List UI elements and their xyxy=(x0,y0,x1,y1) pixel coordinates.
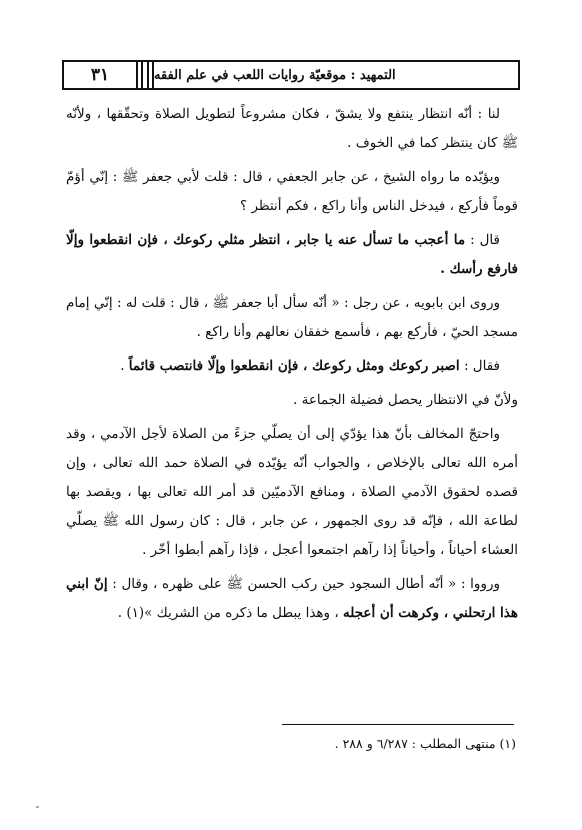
paragraph-2: ويؤيّده ما رواه الشيخ ، عن جابر الجعفي ، قال : قلت لأبي جعفر ﷺ : إنّي أؤمّ قوماً فأركع ، فيدخل الناس وأنا راكع ، فكم أنتظر ؟ xyxy=(66,169,518,214)
running-title: التمهيد : موقعيّة روايات اللعب في علم الفقه xyxy=(152,62,518,88)
scan-speck xyxy=(36,806,39,808)
paragraph-8: ورووا : « أنّه أطال السجود حين ركب الحسن ﷺ على ظهره ، وقال : إنّ ابني هذا ارتحلني ، وكرهت أن أعجله ، وهذا يبطل ما ذكره من الشريك »(١) . xyxy=(66,576,518,621)
paragraph-1: لنا : أنّه انتظار ينتفع ولا يشقّ ، فكان مشروعاً لتطويل الصلاة وتحقّقها ، ولأنّه ﷺ كان ينتظر كما في الخوف . xyxy=(66,106,518,151)
paragraph-7: واحتجّ المخالف بأنّ هذا يؤدّي إلى أن يصلّي جزءً من الصلاة لأجل الآدمي ، وقد أمره الله تعالى بالإخلاص ، والجواب أنّه يؤيّده في الصلاة حمد الله تعالى ، وإن قصده لحقوق الآدمي الصلاة ، ومنافع الآدميّين قد أمر الله تعالى بها ، ويقصد بها لطاعة الله ، فإنّه قد روى الجمهور ، عن جابر ، قال : كان رسول الله ﷺ يصلّي العشاء أحياناً ، وأحياناً إذا رآهم اجتمعوا أعجل ، فإذا رآهم أبطوا أخّر . xyxy=(66,426,518,558)
paragraph-6: ولأنّ في الانتظار يحصل فضيلة الجماعة . xyxy=(293,392,518,408)
hadith-quote: اصبر ركوعك ومثل ركوعك ، فإن انقطعوا وإلّا فانتصب قائماً xyxy=(128,358,460,374)
hadith-quote: ما أعجب ما تسأل عنه يا جابر ، انتظر مثلي ركوعك ، فإن انقطعوا وإلّا فارفع رأسك . xyxy=(66,232,518,277)
paragraph-4: وروى ابن بابويه ، عن رجل : « أنّه سأل أبا جعفر ﷺ ، قال : قلت له : إنّي إمام مسجد الحيّ ، فأركع بهم ، فأسمع خفقان نعالهم وأنا راكع . xyxy=(66,295,518,340)
paragraph-3: قال : ما أعجب ما تسأل عنه يا جابر ، انتظر مثلي ركوعك ، فإن انقطعوا وإلّا فارفع رأسك . xyxy=(66,232,518,277)
paragraph-5: فقال : اصبر ركوعك ومثل ركوعك ، فإن انقطعوا وإلّا فانتصب قائماً . xyxy=(120,358,500,374)
hadith-quote: إنّ ابني هذا ارتحلني ، وكرهت أن أعجله xyxy=(66,576,518,621)
header-double-rule xyxy=(138,62,152,88)
footnote-separator xyxy=(282,724,514,725)
footnote: (١) منتهى المطلب : ٦/٢٨٧ و ٢٨٨ . xyxy=(334,736,516,751)
main-text xyxy=(66,100,518,633)
running-header xyxy=(62,60,520,90)
page-number: ٣١ xyxy=(64,62,138,88)
